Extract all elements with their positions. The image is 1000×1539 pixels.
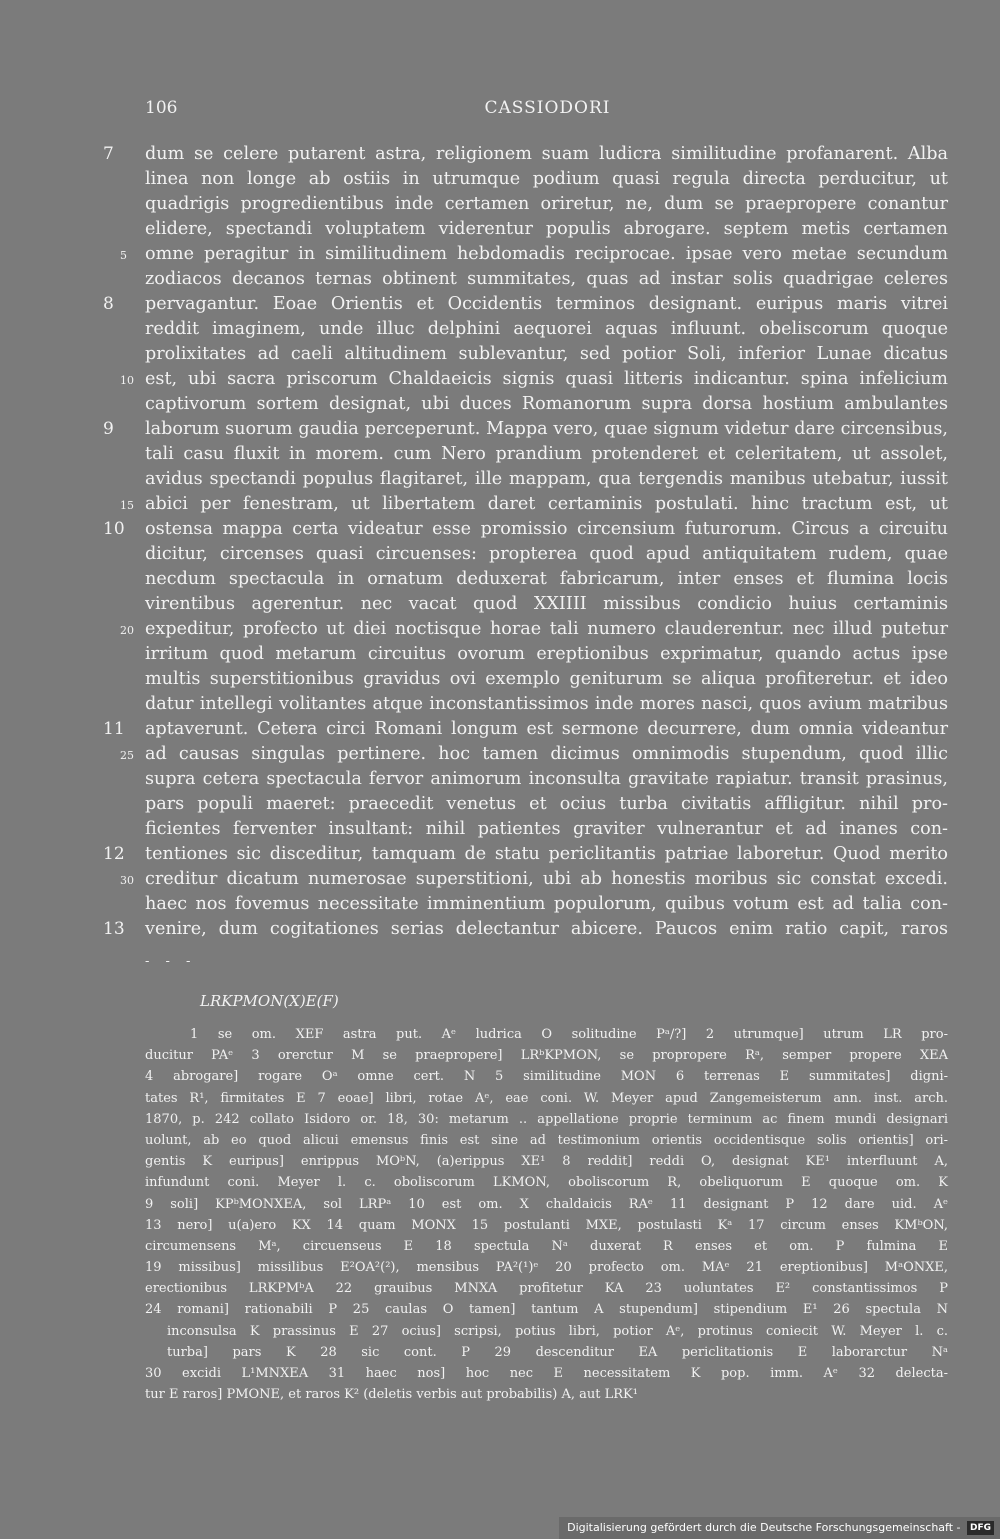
separator: - - - [145,954,197,969]
line-text: captivorum sortem designat, ubi duces Romanorum supra dorsa hostium ambulantes [145,394,948,414]
line-text: pars populi maeret: praecedit venetus et ocius turba civitatis affligitur. nihil pro- [145,794,948,814]
text-line [103,517,948,542]
apparatus-line: 9 soli] KPᵇMONXEA, sol LRPᵃ 10 est om. X chaldaicis RAᵉ 11 designant P 12 dare uid. Aᵉ [145,1196,948,1212]
text-line [145,317,948,342]
line-text: prolixitates ad caeli altitudinem sublevantur, sed potior Soli, inferior Lunae dicatus [145,344,948,364]
line-number: 30 [120,874,134,887]
apparatus-line: infundunt coni. Meyer l. c. oboliscorum LKMON, oboliscorum R, obeliquorum E quoque om. K [145,1175,948,1191]
text-line [145,692,948,717]
line-text: elidere, spectandi voluptatem viderentur populis abrogare. septem metis certamen [145,219,948,239]
line-text: datur intellegi volitantes atque inconstantissimos inde mores nasci, quos avium matribus [145,694,948,714]
line-text: ostensa mappa certa videatur esse promissio circensium futurorum. Circus a circuitu [145,519,948,539]
text-line [145,767,948,792]
line-number: 15 [120,499,134,512]
line-text: tali casu fluxit in morem. cum Nero prandium protenderet et celeritatem, ut assolet, [145,444,948,464]
text-line [145,892,948,917]
line-text: haec nos fovemus necessitate imminentium populorum, quibus votum est ad talia con- [145,894,948,914]
apparatus-line: 30 excidi L¹MNXEA 31 haec nos] hoc nec E necessitatem K pop. imm. Aᵉ 32 delecta- [145,1366,948,1381]
line-text: expeditur, profecto ut diei noctisque horae tali numero clauderentur. nec illud putetur [145,619,948,639]
apparatus-line: 19 missibus] missilibus E²OA²(²), mensibus PA²(¹)ᵉ 20 profecto om. MAᵉ 21 ereptionibus] MᵃONXE, [145,1260,948,1276]
chapter-number: 12 [103,844,125,864]
text-line [145,542,948,567]
apparatus-line: erectionibus LRKPMᵇA 22 grauibus MNXA profitetur KA 23 uoluntates E² constantissimos P [145,1281,948,1297]
line-text: supra cetera spectacula fervor animorum inconsulta gravitate rapiatur. transit prasinus, [145,769,948,789]
chapter-number: 9 [103,419,114,439]
line-number: 20 [120,624,134,637]
text-line [120,492,948,517]
text-line [145,592,948,617]
footer-text: Digitalisierung gefördert durch die Deutsche Forschungsgemeinschaft - [567,1521,961,1534]
running-title: CASSIODORI [484,98,611,118]
apparatus-line: uolunt, ab eo quod alicui emensus finis est sine ad testimonium orientis occidentisque solis orientis] ori- [145,1132,948,1148]
line-text: laborum suorum gaudia perceperunt. Mappa vero, quae signum videtur dare circensibus, [145,419,948,439]
dfg-logo: DFG [967,1521,994,1535]
line-number: 25 [120,749,134,762]
text-line [103,417,948,442]
line-number: 10 [120,374,134,387]
apparatus-line: gentis K euripus] enrippus MOᵇN, (a)erippus XE¹ 8 reddit] reddi O, designat KE¹ interfluunt A, [145,1154,948,1170]
text-line [120,367,948,392]
chapter-number: 13 [103,919,125,939]
line-text: multis superstitionibus gravidus ovi exemplo geniturum se aliqua profiteretur. et ideo [145,669,948,689]
line-text: zodiacos decanos ternas obtinent summitates, quas ad instar solis quadrigae celeres [145,269,948,289]
text-line [120,742,948,767]
line-text: reddit imaginem, unde illuc delphini aequorei aquas influunt. obeliscorum quoque [145,319,948,339]
apparatus-line: turba] pars K 28 sic cont. P 29 descenditur EA periclitationis E laborarctur Nᵃ [167,1344,948,1360]
line-text: aptaverunt. Cetera circi Romani longum est sermone decurrere, dum omnia videantur [145,719,948,739]
line-text: linea non longe ab ostiis in utrumque podium quasi regula directa perducitur, ut [145,169,948,189]
text-line [145,817,948,842]
text-line [145,442,948,467]
chapter-number: 8 [103,294,114,314]
apparatus-line: ducitur PAᵉ 3 orerctur M se praepropere] LRᵇKPMON, se propropere Rᵃ, semper propere XEA [145,1048,948,1064]
text-line [120,242,948,267]
line-text: est, ubi sacra priscorum Chaldaeicis signis quasi litteris indicantur. spina infelicium [145,369,948,389]
text-line [145,267,948,292]
line-text: virentibus agerentur. nec vacat quod XXIIII missibus condicio huius certaminis [145,594,948,614]
line-text: tentiones sic disceditur, tamquam de statu periclitantis patriae laboretur. Quod merito [145,844,948,864]
text-line [145,342,948,367]
sigla-line: LRKPMON(X)E(F) [200,992,339,1010]
line-text: omne peragitur in similitudinem hebdomadis reciprocae. ipsae vero metae secundum [145,244,948,264]
apparatus-line: 1870, p. 242 collato Isidoro or. 18, 30: metarum .. appellatione proprie terminum ac finem mundi designari [145,1111,948,1127]
text-line [103,142,948,167]
chapter-number: 7 [103,144,114,164]
apparatus-line: circumensens Mᵃ, circuenseus E 18 spectula Nᵃ duxerat R enses et om. P fulmina E [145,1238,948,1254]
line-text: dum se celere putarent astra, religionem suam ludicra similitudine profanarent. Alba [145,144,948,164]
text-line [145,192,948,217]
line-text: irritum quod metarum circuitus ovorum ereptionibus exprimatur, quando actus ipse [145,644,948,664]
apparatus-line: tur E raros] PMONE, et raros K² (deletis verbis aut probabilis) A, aut LRK¹ [145,1387,638,1403]
text-line [145,667,948,692]
line-text: ficientes ferventer insultant: nihil patientes graviter vulnerantur et ad inanes con- [145,819,948,839]
text-line [103,717,948,742]
line-text: quadrigis progredientibus inde certamen oriretur, ne, dum se praepropere conantur [145,194,948,214]
page-header [145,98,950,124]
text-line [103,292,948,317]
text-line [120,867,948,892]
apparatus-line: 1 se om. XEF astra put. Aᵉ ludrica O solitudine Pᵃ/?] 2 utrumque] utrum LR pro- [190,1027,948,1042]
apparatus-line: tates R¹, firmitates E 7 eoae] libri, rotae Aᵉ, eae coni. W. Meyer apud Zangemeisterum ann. inst. arch. [145,1090,948,1106]
line-text: abici per fenestram, ut libertatem daret certaminis postulati. hinc tractum est, ut [145,494,948,514]
apparatus-line: 13 nero] u(a)ero KX 14 quam MONX 15 postulanti MXE, postulasti Kᵃ 17 circum enses KMᵇON, [145,1217,948,1233]
text-line [145,392,948,417]
text-line [145,567,948,592]
text-line [145,467,948,492]
chapter-number: 11 [103,719,125,739]
line-text: pervagantur. Eoae Orientis et Occidentis terminos designant. euripus maris vitrei [145,294,948,314]
apparatus-line: 24 romani] rationabili P 25 caulas O tamen] tantum A stupendum] stipendium E¹ 26 spectula N [145,1302,948,1318]
critical-apparatus [145,1024,948,1405]
text-line [103,917,948,942]
footer-credit [559,1517,1000,1539]
main-text [103,142,948,942]
text-line [145,217,948,242]
line-text: ad causas singulas pertinere. hoc tamen dicimus omnimodis stupendum, quod illic [145,744,948,764]
text-line [145,167,948,192]
text-line [145,792,948,817]
line-text: creditur dicatum numerosae superstitioni, ubi ab honestis moribus sic constat excedi. [145,869,948,889]
chapter-number: 10 [103,519,125,539]
line-number: 5 [120,249,127,262]
apparatus-line: 4 abrogare] rogare Oᵃ omne cert. N 5 similitudine MON 6 terrenas E summitates] digni- [145,1069,948,1085]
text-line [103,842,948,867]
line-text: venire, dum cogitationes serias delectantur abicere. Paucos enim ratio capit, raros [145,919,948,939]
line-text: necdum spectacula in ornatum deduxerat fabricarum, inter enses et flumina locis [145,569,948,589]
text-line [120,617,948,642]
page-number: 106 [145,98,178,118]
line-text: dicitur, circenses quasi circuenses: propterea quod apud antiquitatem rudem, quae [145,544,948,564]
line-text: avidus spectandi populus flagitaret, ille mappam, qua tergendis manibus utebatur, iussit [145,469,948,489]
text-line [145,642,948,667]
apparatus-line: inconsulsa K prassinus E 27 ocius] scripsi, potius libri, potior Aᵉ, protinus coniecit W. Meyer l. c. [167,1323,948,1339]
